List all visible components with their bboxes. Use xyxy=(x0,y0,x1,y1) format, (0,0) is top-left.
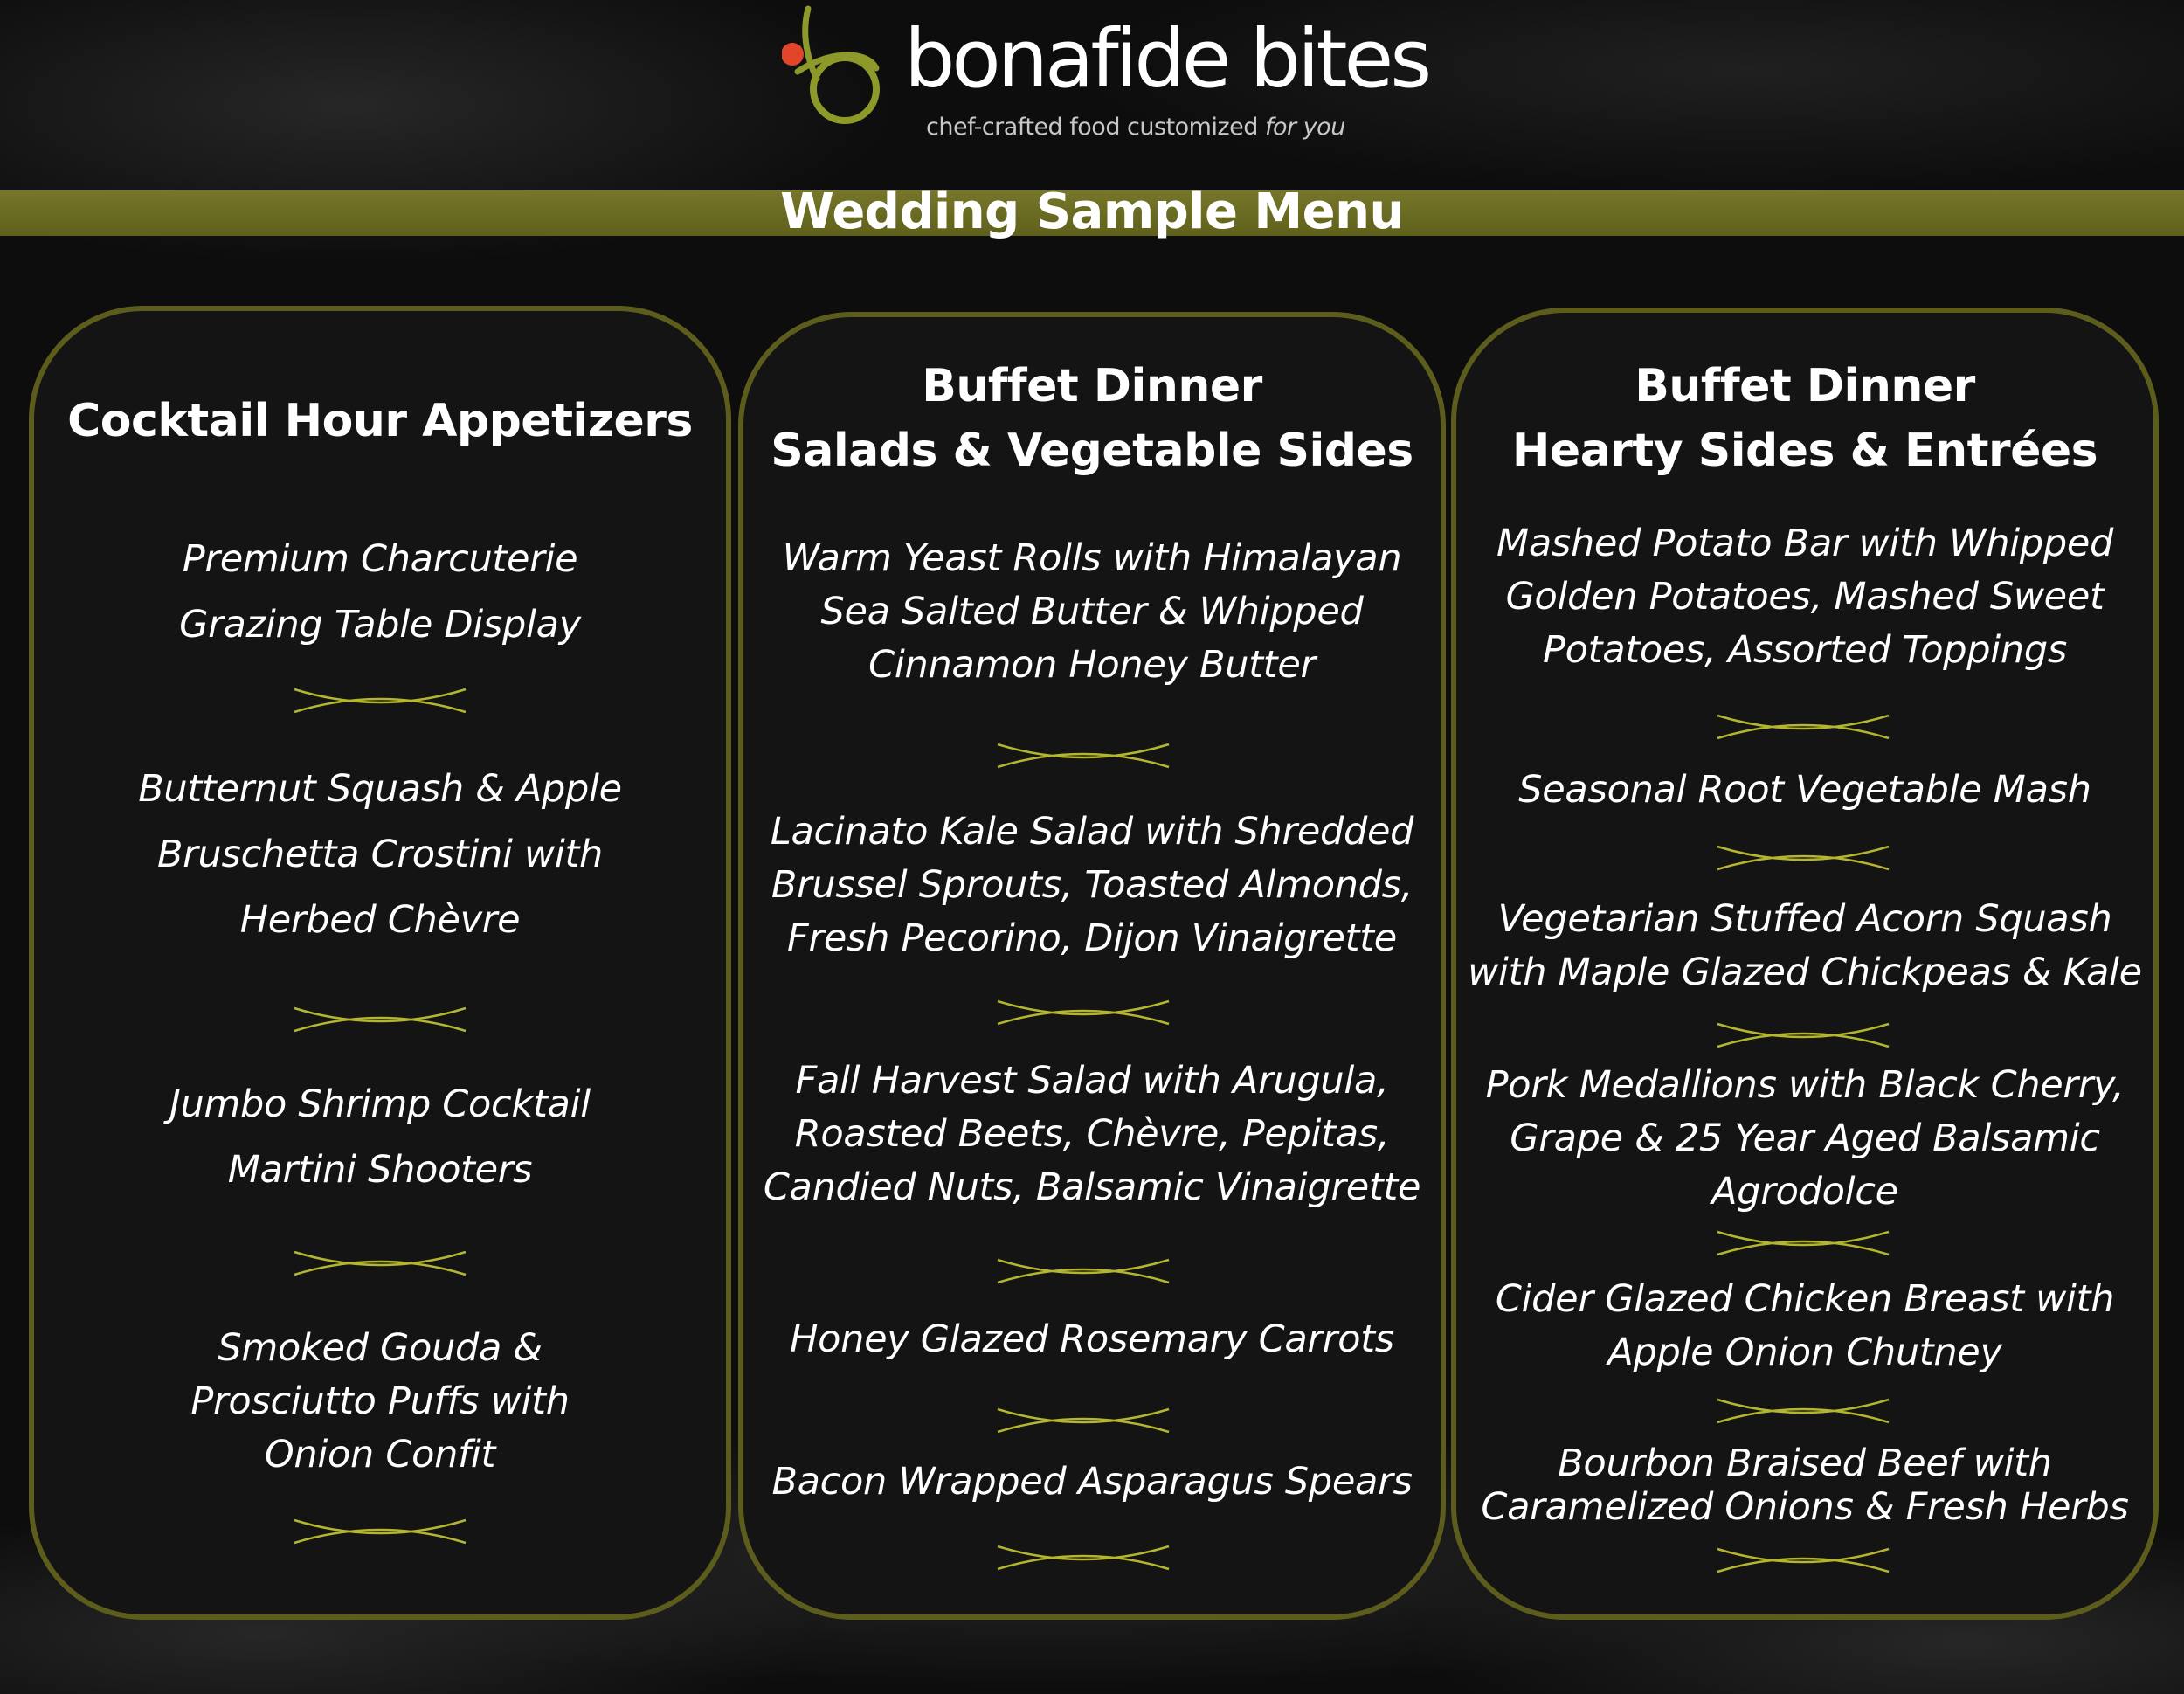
brand-logo xyxy=(782,0,1463,153)
menu-item: Fall Harvest Salad with Arugula, Roasted Beets, Chèvre, Pepitas, Candied Nuts, Balsamic Vinaigrette xyxy=(763,1059,1421,1209)
menu-item: Seasonal Root Vegetable Mash xyxy=(1518,768,2091,812)
menu-item: Mashed Potato Bar with Whipped Golden Potatoes, Mashed Sweet Potatoes, Assorted Toppings xyxy=(1496,522,2113,672)
menu-item: Lacinato Kale Salad with Shredded Brussel Sprouts, Toasted Almonds, Fresh Pecorino, Dijon Vinaigrette xyxy=(770,810,1414,960)
menu-item: Jumbo Shrimp Cocktail Martini Shooters xyxy=(169,1082,591,1192)
column-heading-line: Buffet Dinner xyxy=(1635,360,1975,412)
menu-item: Butternut Squash & Apple Bruschetta Crostini with Herbed Chèvre xyxy=(138,767,622,942)
column-heading-line: Hearty Sides & Entrées xyxy=(1511,425,2098,477)
menu-item: Premium Charcuterie Grazing Table Display xyxy=(179,537,581,646)
brand-name: bonafide bites xyxy=(904,12,1429,106)
flourish-divider-icon xyxy=(1716,712,1890,742)
flourish-divider-icon xyxy=(293,1517,467,1546)
flourish-divider-icon xyxy=(996,1256,1171,1286)
column-heading xyxy=(738,354,1446,483)
menu-item: Bourbon Braised Beef with Caramelized Onions & Fresh Herbs xyxy=(1481,1442,2129,1529)
menu-item: Pork Medallions with Black Cherry, Grape & 25 Year Aged Balsamic Agrodolce xyxy=(1485,1063,2125,1213)
flourish-divider-icon xyxy=(996,1406,1171,1435)
menu-item: Smoked Gouda & Prosciutto Puffs with Onion Confit xyxy=(190,1326,570,1476)
column-heading xyxy=(1451,354,2159,483)
menu-item: Bacon Wrapped Asparagus Spears xyxy=(771,1460,1413,1504)
flourish-divider-icon xyxy=(293,686,467,716)
flourish-divider-icon xyxy=(996,741,1171,771)
column-heading-line: Buffet Dinner xyxy=(922,360,1262,412)
column-heading-line: Salads & Vegetable Sides xyxy=(771,425,1413,477)
logo-mark-icon xyxy=(782,0,904,131)
flourish-divider-icon xyxy=(996,1543,1171,1573)
flourish-divider-icon xyxy=(293,1248,467,1278)
flourish-divider-icon xyxy=(1716,1396,1890,1426)
column-heading-line: Cocktail Hour Appetizers xyxy=(67,395,693,447)
flourish-divider-icon xyxy=(1716,1228,1890,1258)
flourish-divider-icon xyxy=(1716,843,1890,873)
flourish-divider-icon xyxy=(1716,1545,1890,1575)
page-title: Wedding Sample Menu xyxy=(780,183,1404,240)
menu-item: Honey Glazed Rosemary Carrots xyxy=(790,1317,1394,1361)
menu-item: Vegetarian Stuffed Acorn Squash with Maple Glazed Chickpeas & Kale xyxy=(1468,897,2142,994)
column-heading xyxy=(29,389,731,453)
flourish-divider-icon xyxy=(1716,1020,1890,1050)
menu-item: Cider Glazed Chicken Breast with Apple Onion Chutney xyxy=(1495,1277,2115,1374)
brand-tagline-emphasis: for you xyxy=(1264,114,1345,141)
brand-tagline-main: chef-crafted food customized xyxy=(926,114,1265,141)
flourish-divider-icon xyxy=(996,998,1171,1027)
brand-tagline xyxy=(926,114,1345,141)
flourish-divider-icon xyxy=(293,1005,467,1034)
menu-item: Warm Yeast Rolls with Himalayan Sea Salted Butter & Whipped Cinnamon Honey Butter xyxy=(782,536,1402,687)
